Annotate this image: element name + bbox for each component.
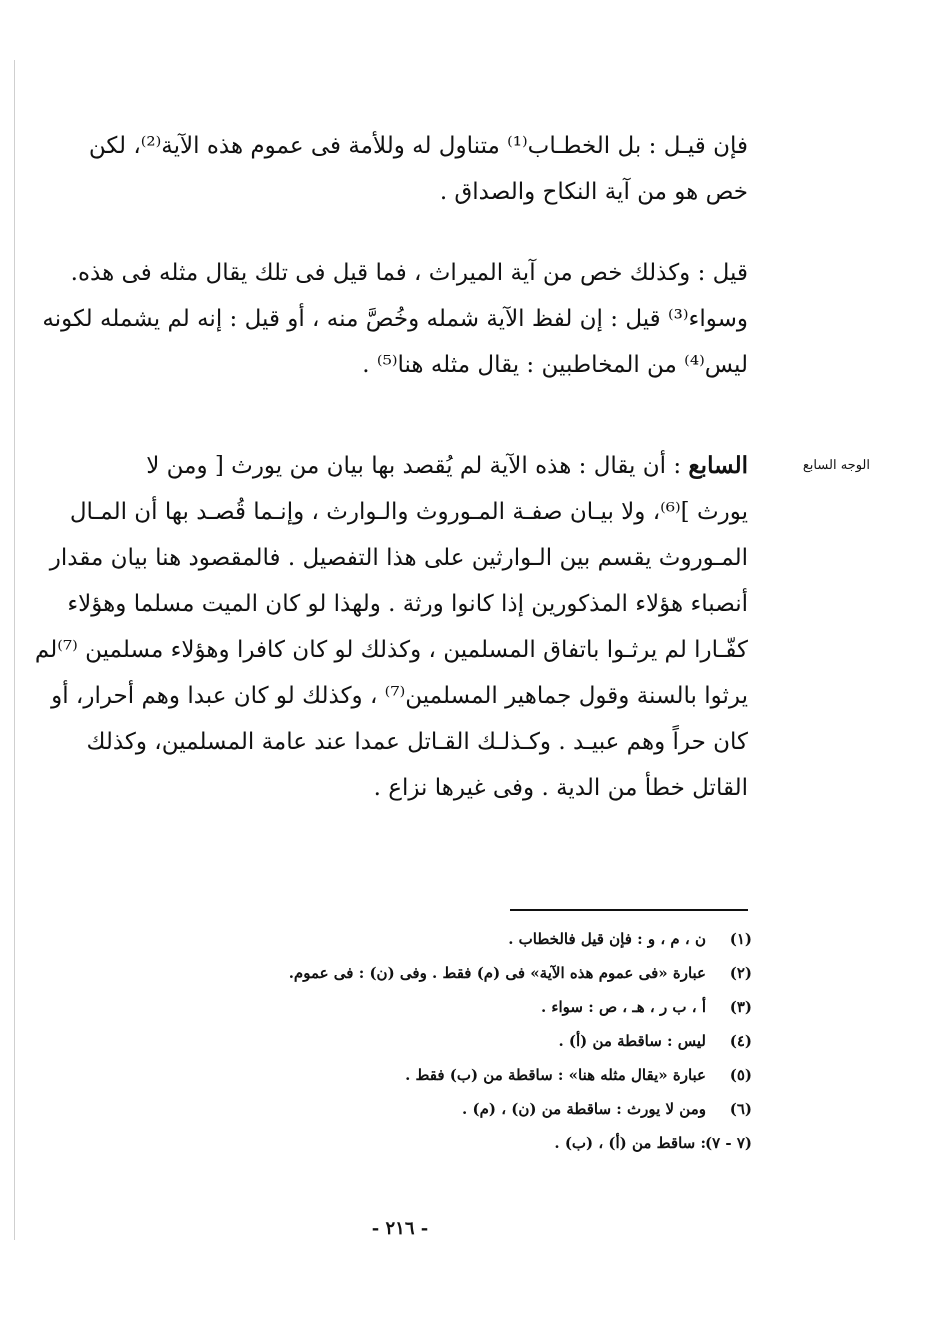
footnote-number: (٣)	[729, 998, 752, 1016]
footnote-text: ن ، م ، و : فإن قيل فالخطاب .	[508, 930, 706, 948]
text-line-rest: : أن يقال : هذه الآية لم يُقصد بها بيان من يورث [ ومن لا	[146, 453, 689, 479]
text-line: فإن قيـل : بل الخطـاب⁽¹⁾ متناول له وللأمة فى عموم هذه الآية⁽²⁾، لكن	[88, 133, 748, 159]
paragraph-reply	[42, 250, 748, 388]
footnote-number: (٧ - ٧)	[704, 1134, 752, 1152]
text-line: خص هو من آية النكاح والصداق .	[439, 179, 748, 205]
text-line: وسواء⁽³⁾ قيل : إن لفظ الآية شمله وخُصَّ منه ، أو قيل : إنه لم يشمله لكونه	[42, 306, 748, 332]
footnote-separator	[510, 909, 748, 911]
footnotes-list	[200, 922, 752, 1160]
text-line: المـوروث يقسم بين الـوارثين على هذا التفصيل . فالمقصود هنا بيان مقدار	[49, 545, 748, 571]
text-line: القاتل خطأ من الدية . وفى غيرها نزاع .	[373, 775, 748, 801]
page-number: - ٢١٦ -	[371, 1218, 429, 1239]
footnote-item	[200, 1126, 752, 1160]
page-edge-rule	[14, 60, 15, 1240]
footnote-text: ومن لا يورث : ساقطة من (ن) ، (م) .	[462, 1100, 706, 1118]
footnote-number: (٢)	[729, 964, 752, 982]
footnote-item	[200, 1092, 752, 1126]
text-line: أنصباء هؤلاء المذكورين إذا كانوا ورثة . ولهذا لو كان الميت مسلما وهؤلاء	[67, 591, 748, 617]
text-line	[46, 443, 748, 489]
footnote-number: (١)	[729, 930, 752, 948]
footnote-item	[200, 922, 752, 956]
footnote-text: أ ، ب ر ، هـ ، ص : سواء .	[540, 998, 706, 1016]
text-line: كفّـارا لم يرثـوا باتفاق المسلمين ، وكذلك لو كان كافرا وهؤلاء مسلمين ⁽⁷⁾لم	[34, 637, 748, 663]
text-line: كان حراً وهم عبيـد . وكـذلـك القـاتل عمدا عند عامة المسلمين، وكذلك	[86, 729, 748, 755]
footnote-item	[200, 1058, 752, 1092]
footnote-number: (٦)	[729, 1100, 752, 1118]
section-lead-word: السابع	[688, 452, 748, 479]
paragraph-seventh-aspect	[34, 443, 748, 811]
footnote-number: (٥)	[729, 1066, 752, 1084]
text-line: قيل : وكذلك خص من آية الميراث ، فما قيل فى تلك يقال مثله فى هذه.	[70, 260, 748, 286]
footnote-text: : ساقط من (أ) ، (ب) .	[554, 1134, 706, 1152]
footnote-text: ليس : ساقطة من (أ) .	[558, 1032, 706, 1050]
text-line: ليس⁽⁴⁾ من المخاطبين : يقال مثله هنا⁽⁵⁾ .	[362, 352, 748, 378]
paragraph-objection	[46, 123, 748, 215]
footnote-number: (٤)	[729, 1032, 752, 1050]
footnote-item	[200, 1024, 752, 1058]
text-line: يورث ]⁽⁶⁾، ولا بيـان صفـة المـوروث والـوارث ، وإنـما قُصـد بها أن المـال	[69, 499, 748, 525]
margin-note: الوجه السابع	[802, 458, 870, 473]
footnote-item	[200, 990, 752, 1024]
footnote-item	[200, 956, 752, 990]
footnote-text: عبارة «فى عموم هذه الآية» فى (م) فقط . وفى (ن) : فى عموم.	[288, 964, 706, 982]
text-line: يرثوا بالسنة وقول جماهير المسلمين⁽⁷⁾ ، وكذلك لو كان عبدا وهم أحرار، أو	[51, 683, 748, 709]
footnote-text: عبارة «يقال مثله هنا» : ساقطة من (ب) فقط .	[405, 1066, 706, 1084]
